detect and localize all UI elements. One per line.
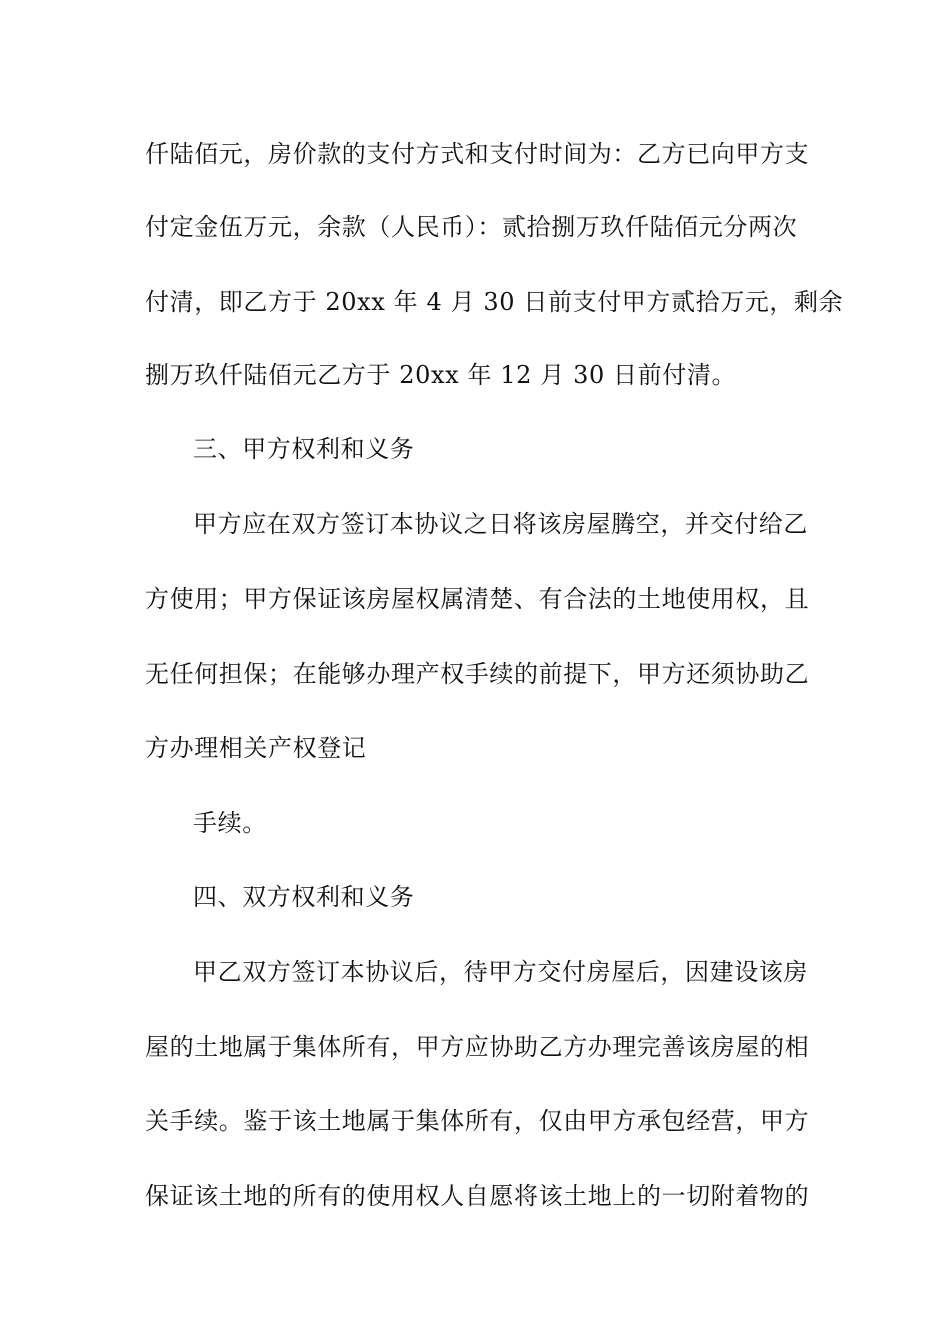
paragraph-line: 方办理相关产权登记 (145, 734, 367, 762)
paragraph-line: 付清，即乙方于 20xx 年 4 月 30 日前支付甲方贰拾万元，剩余 (145, 288, 844, 316)
paragraph-line: 无任何担保；在能够办理产权手续的前提下，甲方还须协助乙 (145, 660, 810, 688)
paragraph-line: 关手续。鉴于该土地属于集体所有，仅由甲方承包经营，甲方 (145, 1107, 810, 1135)
paragraph-line: 甲乙双方签订本协议后，待甲方交付房屋后，因建设该房 (193, 958, 808, 986)
paragraph-line: 付定金伍万元，余款（人民币）：贰拾捌万玖仟陆佰元分两次 (145, 213, 798, 241)
paragraph-line: 甲方应在双方签订本协议之日将该房屋腾空，并交付给乙 (193, 510, 808, 538)
section-heading: 三、甲方权利和义务 (193, 435, 415, 463)
paragraph-line: 手续。 (193, 809, 267, 837)
paragraph-line: 方使用；甲方保证该房屋权属清楚、有合法的土地使用权，且 (145, 585, 810, 613)
paragraph-line: 捌万玖仟陆佰元乙方于 20xx 年 12 月 30 日前付清。 (145, 361, 737, 389)
paragraph-line: 保证该土地的所有的使用权人自愿将该土地上的一切附着物的 (145, 1182, 810, 1210)
paragraph-line: 仟陆佰元，房价款的支付方式和支付时间为：乙方已向甲方支 (145, 140, 810, 168)
paragraph-line: 屋的土地属于集体所有，甲方应协助乙方办理完善该房屋的相 (145, 1033, 810, 1061)
section-heading: 四、双方权利和义务 (193, 883, 415, 911)
